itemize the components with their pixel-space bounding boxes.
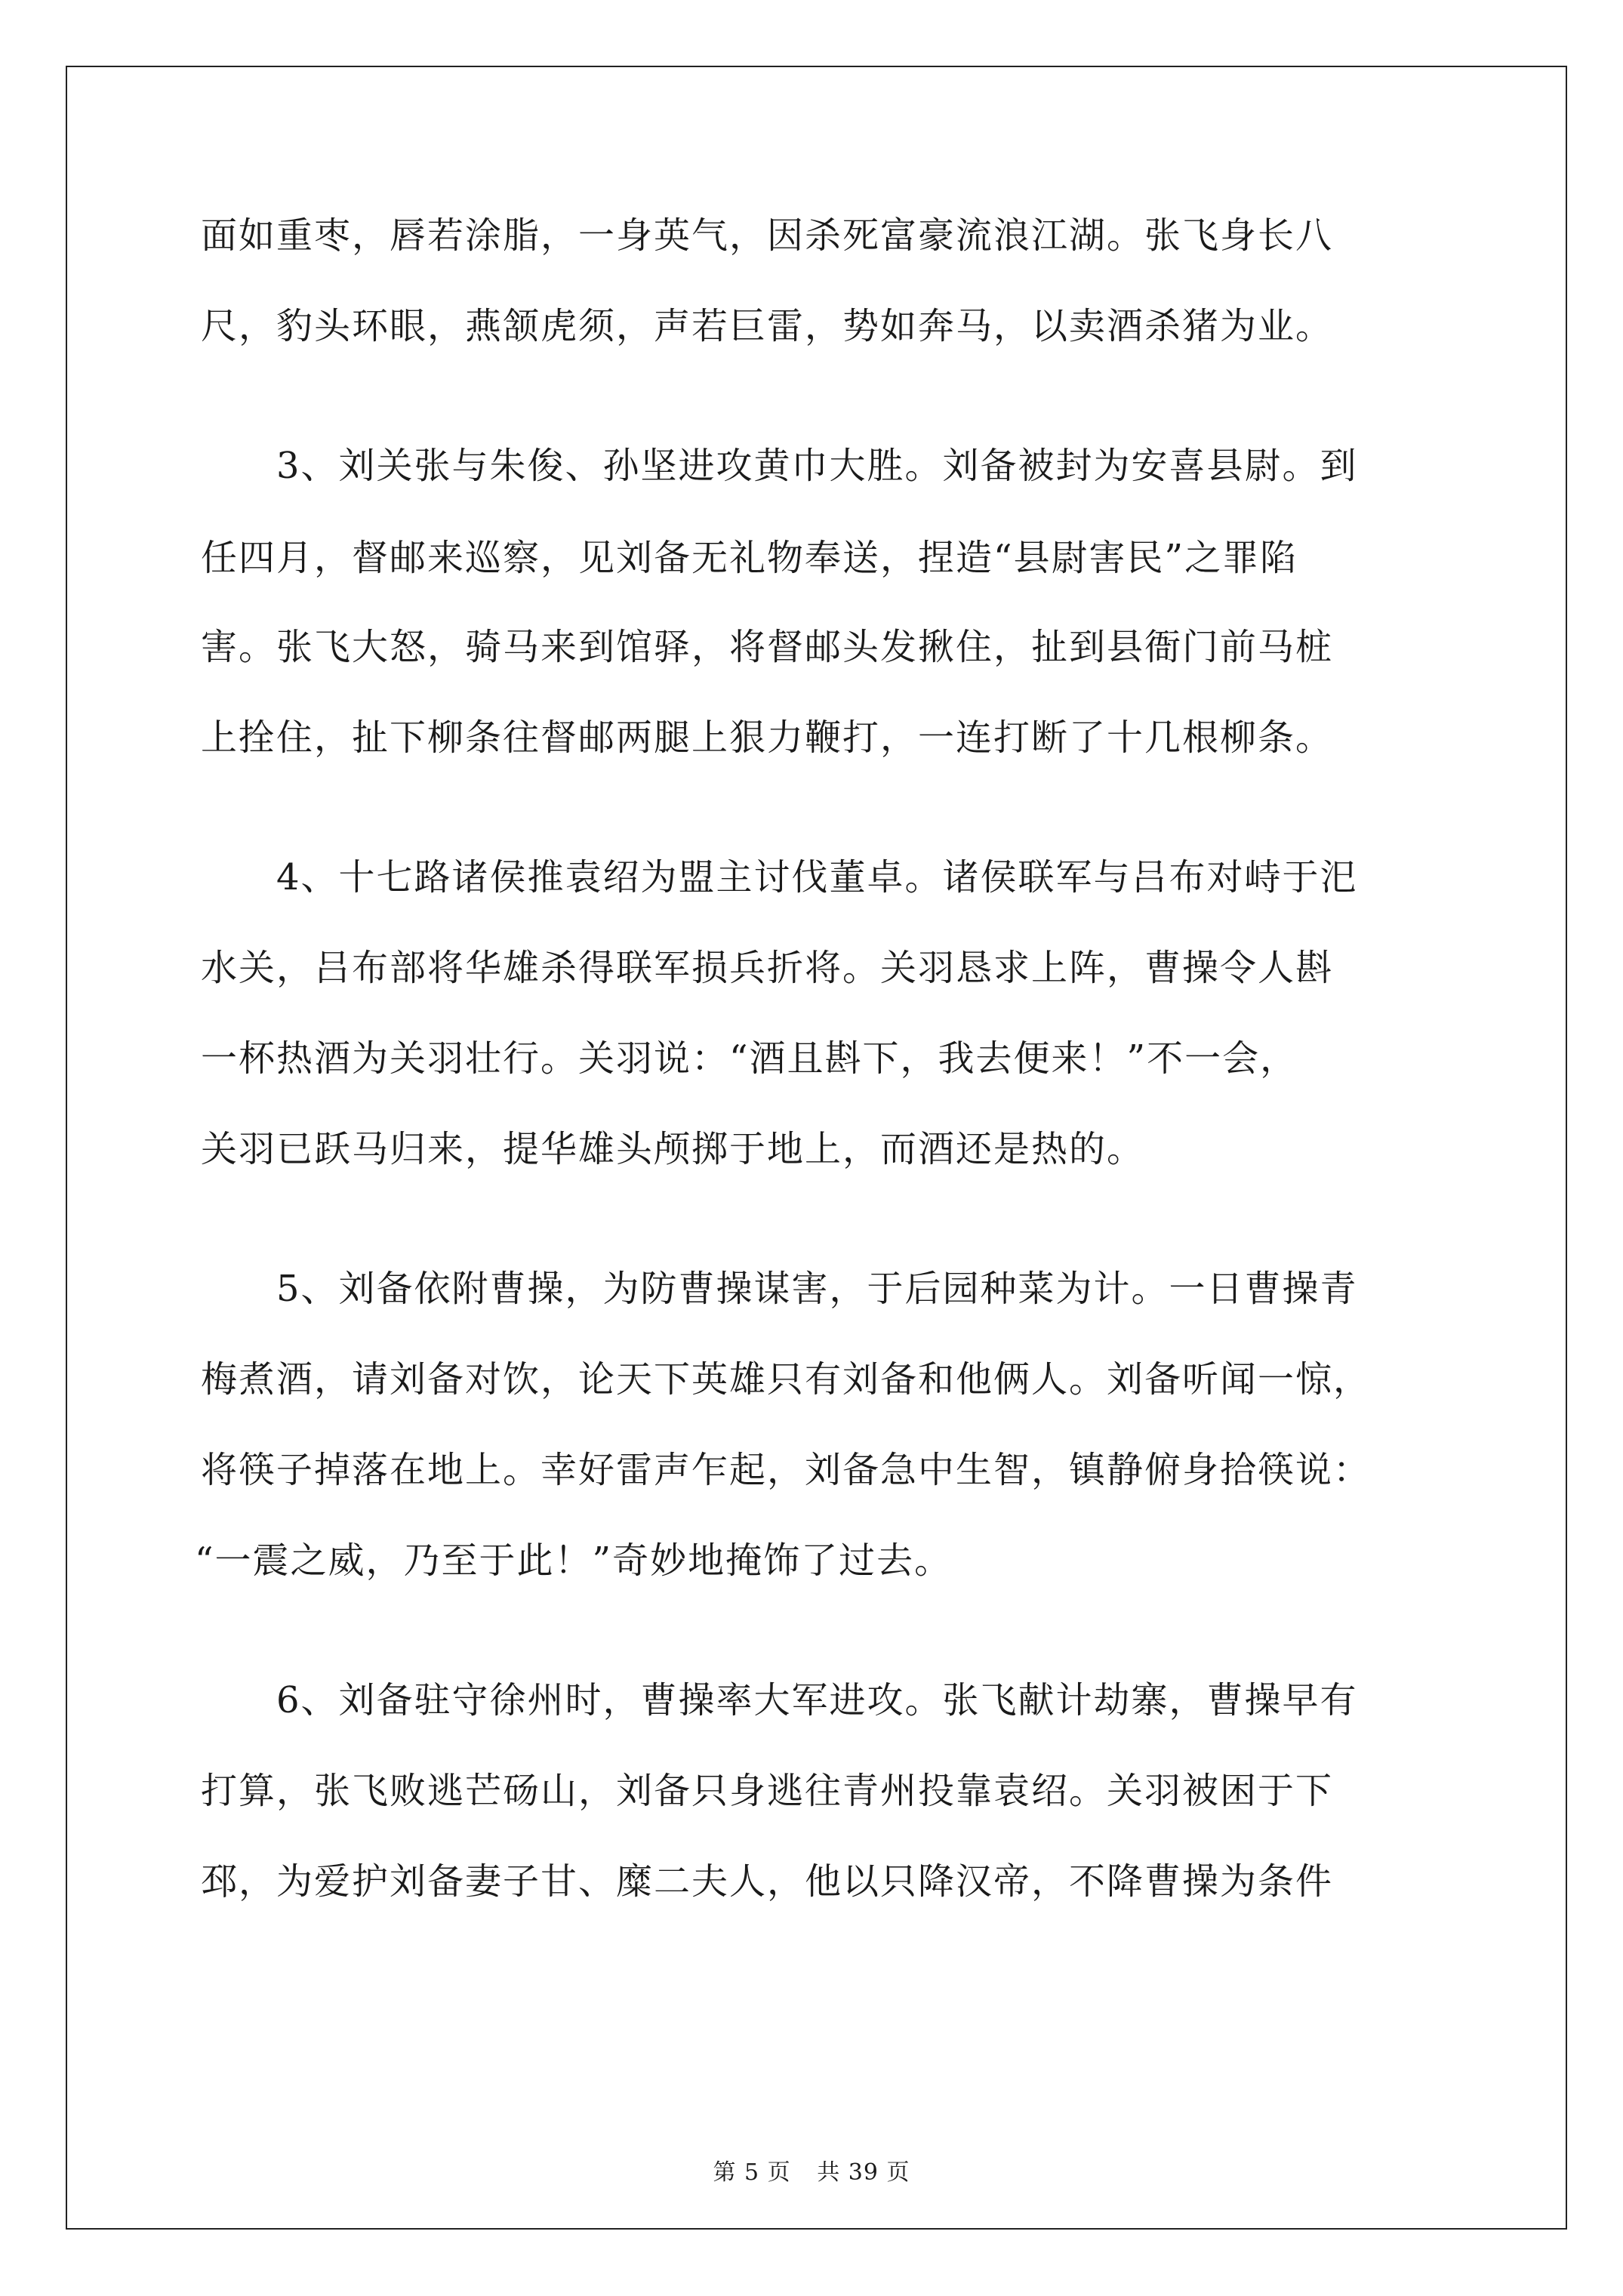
text-line: 将筷子掉落在地上。幸好雷声乍起，刘备急中生智，镇静俯身拾筷说： xyxy=(201,1449,1372,1491)
text-line: 梅煮酒，请刘备对饮，论天下英雄只有刘备和他俩人。刘备听闻一惊， xyxy=(201,1358,1372,1401)
text-line: 害。张飞大怒，骑马来到馆驿，将督邮头发揪住，扯到县衙门前马桩 xyxy=(201,626,1334,668)
paragraph-start-line: 6、刘备驻守徐州时，曹操率大军进攻。张飞献计劫寨，曹操早有 xyxy=(276,1679,1358,1721)
text-line: 打算，张飞败逃芒砀山，刘备只身逃往青州投靠袁绍。关羽被困于下 xyxy=(201,1770,1334,1812)
text-line: 水关，吕布部将华雄杀得联军损兵折将。关羽恳求上阵，曹操令人斟 xyxy=(201,947,1334,989)
paragraph-start-line: 5、刘备依附曹操，为防曹操谋害，于后园种菜为计。一日曹操青 xyxy=(276,1268,1358,1310)
text-line: 面如重枣，唇若涂脂，一身英气，因杀死富豪流浪江湖。张飞身长八 xyxy=(201,214,1334,257)
text-line: 一杯热酒为关羽壮行。关羽说：“酒且斟下，我去便来！”不一会， xyxy=(201,1037,1298,1080)
text-line: 邳，为爱护刘备妻子甘、糜二夫人，他以只降汉帝，不降曹操为条件 xyxy=(201,1860,1334,1903)
paragraph-start-line: 4、十七路诸侯推袁绍为盟主讨伐董卓。诸侯联军与吕布对峙于汜 xyxy=(276,856,1358,898)
text-line: 尺，豹头环眼，燕颔虎须，声若巨雷，势如奔马，以卖酒杀猪为业。 xyxy=(201,305,1334,347)
text-line: 任四月，督邮来巡察，见刘备无礼物奉送，捏造“县尉害民”之罪陷 xyxy=(201,537,1298,579)
page-total: 共 39 页 xyxy=(817,2159,910,2186)
paragraph-start-line: 3、刘关张与朱俊、孙坚进攻黄巾大胜。刘备被封为安喜县尉。到 xyxy=(276,445,1358,487)
page-footer xyxy=(0,2158,1623,2188)
text-line: 上拴住，扯下柳条往督邮两腿上狠力鞭打，一连打断了十几根柳条。 xyxy=(201,717,1334,759)
text-line: “一震之威，乃至于此！”奇妙地掩饰了过去。 xyxy=(195,1539,953,1582)
text-line: 关羽已跃马归来，提华雄头颅掷于地上，而酒还是热的。 xyxy=(201,1128,1145,1170)
page-number: 第 5 页 xyxy=(713,2159,791,2186)
